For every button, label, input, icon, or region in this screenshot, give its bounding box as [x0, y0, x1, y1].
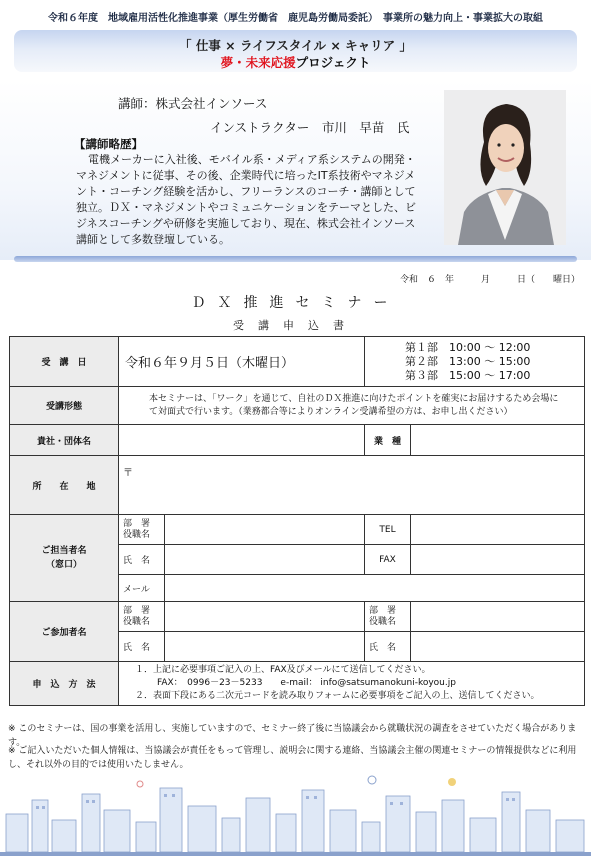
application-date: 令和 ６ 年 月 日（ 曜日）: [400, 275, 581, 285]
section-divider: [14, 256, 577, 262]
apply-line-2: ２．表面下段にある二次元コードを読み取りフォームに必要事項をご記入の上、送信してください。: [135, 691, 540, 701]
mail-field[interactable]: [165, 575, 585, 602]
address-label: 所 在 地: [10, 456, 119, 515]
apply-contact-line[interactable]: FAX： 0996－23－5233 e-mail： info@satsumanokuni-koyou.jp: [157, 678, 456, 688]
banner-title: 「 仕事 × ライフスタイル × キャリア 」: [178, 38, 413, 53]
address-field[interactable]: [119, 456, 585, 515]
form-title: 受講申込書: [233, 319, 358, 332]
lecturer-company: 講師：株式会社インソース: [118, 96, 268, 111]
profile-body: 電機メーカーに入社後、モバイル系・メディア系システムの開発・マネジメントに従事、その後、企業時代に培ったIT系技術やマネジメント・コーチング経験を活かし、フリーランスのコーチ・講師として独立。ＤＸ・マネジメントやコミュニケーションをテーマとした、ビジネスコーチングや研修を実施しており、現在、株式会社インソース講師として多数登壇している。: [76, 153, 417, 246]
contact-dept-label: 部 署 役職名: [119, 515, 165, 545]
footnote-survey: ※ このセミナーは、国の事業を活用し、実施していますので、セミナー終了後に当協議会から就職状況の調査をさせていただく場合があります。: [8, 724, 577, 748]
postal-mark: 〒: [123, 468, 133, 479]
participant-2-name-label: 氏 名: [365, 632, 411, 662]
session-list[interactable]: [365, 337, 585, 387]
instructor-photo: [444, 90, 566, 245]
session-2[interactable]: 第２部 13:00 ～ 15:00: [405, 354, 531, 368]
session-1[interactable]: 第１部 10:00 ～ 12:00: [405, 340, 531, 354]
date-value: 令和６年９月５日（木曜日）: [119, 337, 365, 387]
banner-rest-text: プロジェクト: [295, 55, 371, 70]
participant-label: ご参加者名: [10, 602, 119, 662]
participant-1-dept-field[interactable]: [165, 602, 365, 632]
seminar-title: ＤＸ推進セミナー: [191, 295, 400, 311]
apply-method-text: [119, 662, 585, 706]
banner-red-text: 夢・未来応援: [220, 55, 296, 70]
banner-subtitle: [0, 53, 591, 71]
contact-label-sub: （窓口）: [45, 560, 82, 570]
participant-2-dept-label: 部 署 役職名: [365, 602, 411, 632]
participant-2-dept-field[interactable]: [411, 602, 585, 632]
application-form: [9, 336, 585, 706]
instructor-name: インストラクター 市川 早苗 氏: [210, 120, 410, 135]
company-field[interactable]: [119, 425, 365, 456]
townscape-illustration: [0, 770, 591, 856]
fax-field[interactable]: [411, 545, 585, 575]
session-3[interactable]: 第３部 15:00 ～ 17:00: [405, 368, 531, 382]
contact-name-label: 氏 名: [119, 545, 165, 575]
industry-field[interactable]: [411, 425, 585, 456]
mail-label: メール: [119, 575, 165, 602]
participant-1-name-field[interactable]: [165, 632, 365, 662]
industry-label: 業 種: [365, 425, 411, 456]
format-label: 受講形態: [10, 387, 119, 425]
format-text: 本セミナーは、「ワーク」を通じて、自社のＤＸ推進に向けたポイントを確実にお届けするため会場にて対面式で行います。（業務都合等によりオンライン受講希望の方は、お申し出ください）: [119, 387, 585, 425]
participant-1-name-label: 氏 名: [119, 632, 165, 662]
date-label: 受 講 日: [10, 337, 119, 387]
participant-2-name-field[interactable]: [411, 632, 585, 662]
apply-line-1: １．上記に必要事項ご記入の上、FAX及びメールにて送信してください。: [135, 665, 431, 675]
company-label: 貴社・団体名: [10, 425, 119, 456]
contact-name-field[interactable]: [165, 545, 365, 575]
contact-dept-field[interactable]: [165, 515, 365, 545]
tel-label: TEL: [365, 515, 411, 545]
contact-label: [10, 515, 119, 602]
fax-label: FAX: [365, 545, 411, 575]
footnote-privacy: ※ ご記入いただいた個人情報は、当協議会が責任をもって管理し、説明会に関する連絡、当協議会主催の関連セミナーの情報提供などに利用し、それ以外の目的では使用いたしません。: [8, 746, 577, 770]
contact-label-main: ご担当者名: [41, 546, 87, 556]
apply-method-label: 申 込 方 法: [10, 662, 119, 706]
profile-heading: 【講師略歴】: [74, 137, 143, 151]
program-header: 令和６年度 地域雇用活性化推進事業（厚生労働省 鹿児島労働局委託） 事業所の魅力向上・事業拡大の取組: [48, 13, 543, 24]
tel-field[interactable]: [411, 515, 585, 545]
participant-1-dept-label: 部 署 役職名: [119, 602, 165, 632]
